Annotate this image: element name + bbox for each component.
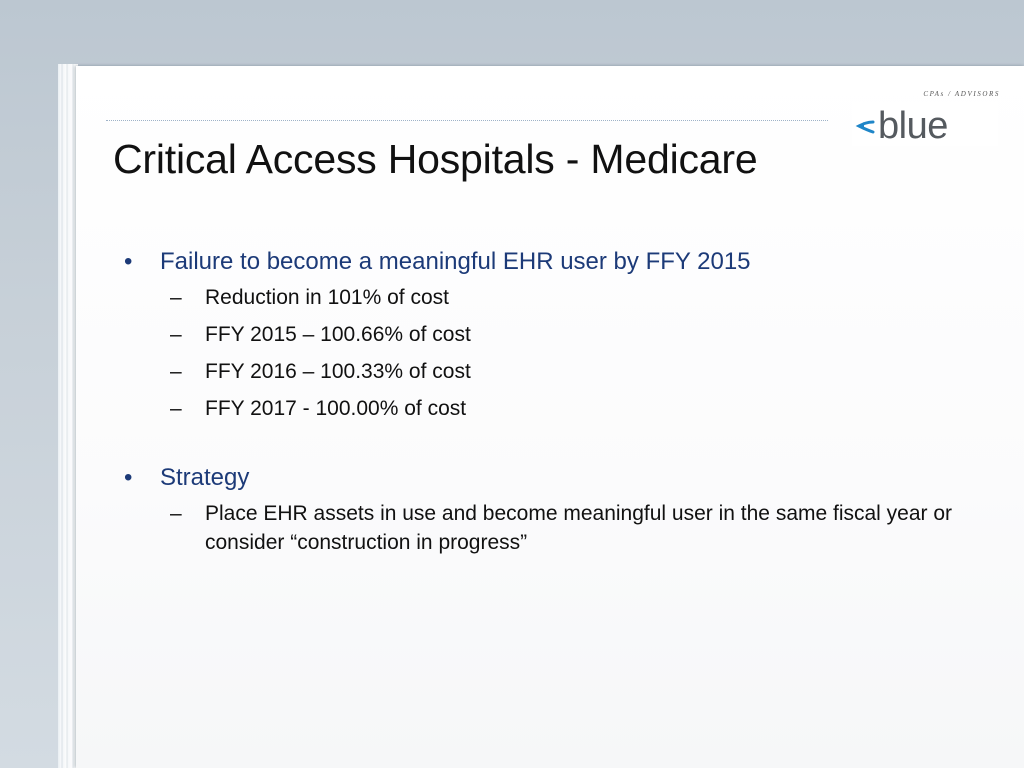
sub-item [120, 499, 1000, 557]
bullet-ehr-failure [120, 246, 1000, 278]
logo-box [852, 102, 998, 146]
paper-stack-edge [58, 64, 78, 768]
dash-marker: – [170, 360, 182, 383]
blue-wave-mark-icon [855, 120, 875, 139]
bullet-text: Strategy [160, 464, 250, 491]
slide [76, 66, 1024, 768]
bullet-marker: • [124, 248, 133, 275]
title-divider [106, 120, 828, 121]
sub-item-text: FFY 2016 – 100.33% of cost [205, 360, 471, 383]
logo-wordmark: blue [878, 105, 948, 147]
sub-item [120, 320, 1000, 349]
slide-title: Critical Access Hospitals - Medicare [113, 136, 758, 182]
dash-marker: – [170, 502, 182, 525]
bullet-text: Failure to become a meaningful EHR user by FFY 2015 [160, 248, 751, 275]
bullet-marker: • [124, 464, 133, 491]
sub-list-strategy [120, 499, 1000, 557]
sub-item [120, 394, 1000, 423]
sub-item-text: Reduction in 101% of cost [205, 286, 449, 309]
logo-tagline: CPAs / ADVISORS [923, 90, 1000, 98]
sub-item [120, 357, 1000, 386]
sub-item-text: Place EHR assets in use and become meaningful user in the same fiscal year or consider “construction in progress” [205, 502, 953, 554]
dash-marker: – [170, 286, 182, 309]
bullet-strategy [120, 462, 1000, 494]
sub-item-text: FFY 2017 - 100.00% of cost [205, 397, 467, 420]
sub-item-text: FFY 2015 – 100.66% of cost [205, 323, 471, 346]
dash-marker: – [170, 397, 182, 420]
sub-list-ehr-failure [120, 283, 1000, 423]
sub-item [120, 283, 1000, 312]
slide-content [120, 246, 1000, 565]
company-logo [852, 90, 1002, 148]
dash-marker: – [170, 323, 182, 346]
